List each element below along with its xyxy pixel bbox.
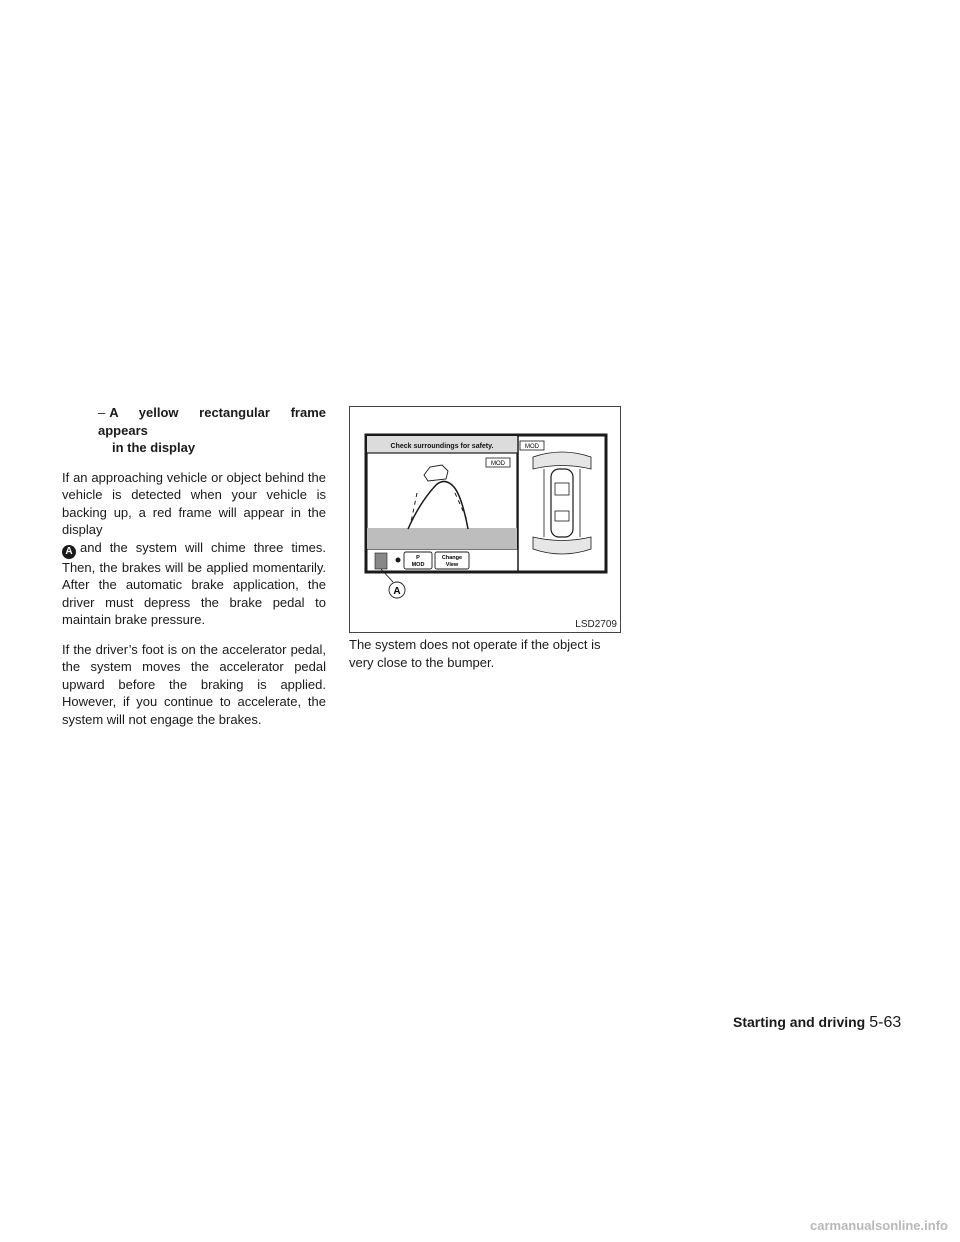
banner-text: Check surroundings for safety. bbox=[390, 443, 494, 450]
callout-a-marker: A bbox=[62, 545, 76, 559]
change-line1: Change bbox=[441, 555, 463, 561]
subheading bbox=[62, 404, 326, 439]
p-mod-line1: P bbox=[416, 555, 420, 561]
page-number: 5-63 bbox=[869, 1014, 902, 1031]
own-vehicle bbox=[551, 469, 573, 537]
figure-code: LSD2709 bbox=[575, 619, 617, 630]
sensor-icon bbox=[375, 553, 387, 569]
heading-line-2: in the display bbox=[112, 440, 196, 455]
windshield bbox=[555, 483, 569, 495]
watermark: carmanualsonline.info bbox=[810, 1218, 948, 1233]
right-column-text: The system does not operate if the object is very close to the bumper. bbox=[349, 637, 601, 670]
rear-window bbox=[555, 511, 569, 521]
page-footer bbox=[733, 1014, 901, 1032]
left-column bbox=[62, 404, 326, 740]
mod-right-text: MOD bbox=[525, 444, 539, 450]
paragraph-2: If the driver’s foot is on the accelerator pedal, the system moves the accelerator pedal upward before the braking is applied. However, if you continue to accelerate, the system will not engage the brakes. bbox=[62, 641, 326, 727]
figure-camera-display bbox=[349, 406, 621, 633]
paragraph-1-start: If an approaching vehicle or object behind the vehicle is detected when your vehicle is backing up, a red frame will appear in the display bbox=[62, 469, 326, 537]
p-mod-line2: MOD bbox=[411, 562, 425, 568]
section-title: Starting and driving bbox=[733, 1014, 866, 1030]
paragraph-1-end: and the system will chime three times. Then, the brakes will be applied momentarily. After the automatic brake application, the driver must depress the brake pedal to maintain brake pressure. bbox=[62, 539, 326, 627]
paragraph-1 bbox=[62, 469, 326, 629]
callout-a: A bbox=[393, 586, 401, 597]
display-illustration bbox=[350, 407, 620, 632]
mod-left-text: MOD bbox=[491, 461, 505, 467]
heading-line-1: A yellow rectangular frame appears bbox=[98, 405, 326, 438]
change-line2: View bbox=[445, 562, 459, 568]
status-dot bbox=[396, 558, 401, 563]
heading-dash: – bbox=[98, 405, 106, 420]
warning-frame bbox=[367, 528, 517, 549]
